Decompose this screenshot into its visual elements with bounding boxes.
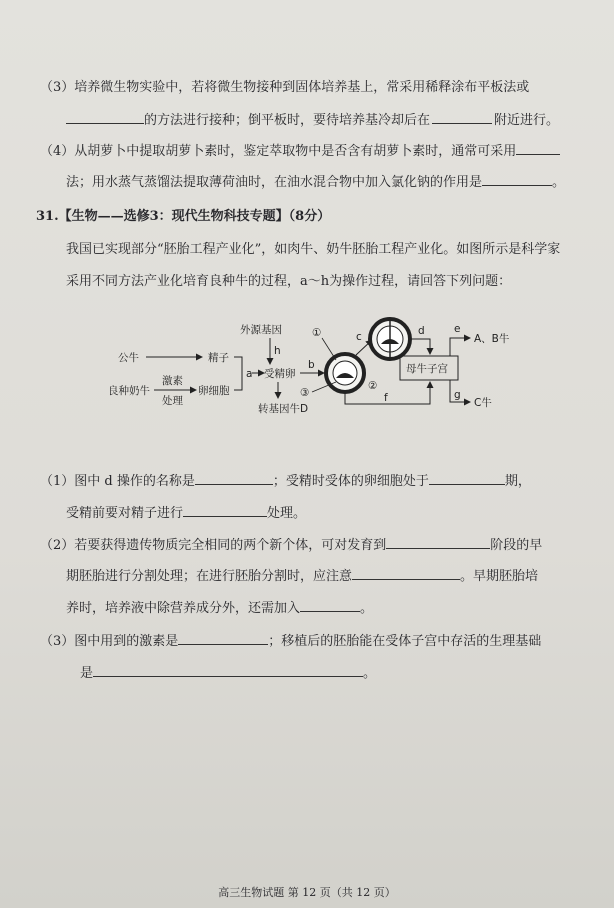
c-cattle-label: C牛 bbox=[474, 397, 492, 409]
answer-blank[interactable] bbox=[386, 536, 490, 549]
step-b-label: b bbox=[308, 359, 315, 371]
q31-part1-text-d: 受精前要对精子进行 bbox=[66, 506, 184, 521]
sperm-label: 精子 bbox=[208, 352, 229, 364]
treatment-label: 处理 bbox=[162, 395, 183, 407]
marker-2: ② bbox=[368, 380, 378, 392]
q31-heading: 31.【生物——选修3：现代生物科技专题】（8分） bbox=[36, 209, 331, 224]
q30-part4-text-b: 法；用水蒸气蒸馏法提取薄荷油时，在油水混合物中加入氯化钠的作用是 bbox=[66, 175, 483, 190]
q30-part4-line1 bbox=[40, 142, 560, 160]
marker-1: ① bbox=[312, 327, 322, 339]
q31-part3-text-d: 。 bbox=[363, 666, 377, 681]
answer-blank[interactable] bbox=[482, 173, 552, 186]
answer-blank[interactable] bbox=[432, 111, 492, 124]
q30-part3-text-a: 的方法进行接种；倒平板时，要待培养基冷却后在 bbox=[144, 113, 431, 128]
q30-part3-line1: （3）培养微生物实验中，若将微生物接种到固体培养基上，常采用稀释涂布平板法或 bbox=[40, 80, 530, 95]
q31-part3-text-a: （3）图中用到的激素是 bbox=[40, 634, 179, 649]
zygote-label: 受精卵 bbox=[264, 368, 296, 380]
q31-part2-line3 bbox=[66, 599, 373, 617]
answer-blank[interactable] bbox=[195, 472, 273, 485]
answer-blank[interactable] bbox=[352, 567, 460, 580]
q31-part2-text-e: 养时，培养液中除营养成分外，还需加入 bbox=[66, 601, 301, 616]
q31-part2-text-b: 阶段的早 bbox=[490, 538, 543, 553]
q31-part3-line2 bbox=[80, 664, 376, 682]
q31-part1-text-e: 处理。 bbox=[267, 506, 307, 521]
q30-part3-line2 bbox=[66, 111, 559, 129]
q31-part2-text-f: 。 bbox=[360, 601, 374, 616]
answer-blank[interactable] bbox=[93, 664, 363, 677]
uterus-label: 母牛子宫 bbox=[406, 363, 448, 375]
answer-blank[interactable] bbox=[300, 599, 360, 612]
arrow-d bbox=[412, 339, 430, 354]
blastocyst-embryo bbox=[326, 354, 364, 392]
q31-part2-text-a: （2）若要获得遗传物质完全相同的两个新个体，可对发育到 bbox=[40, 538, 387, 553]
transgenic-label: 转基因牛D bbox=[258, 403, 309, 415]
cow-label: 良种奶牛 bbox=[108, 385, 150, 397]
q30-part4-text-a: （4）从胡萝卜中提取胡萝卜素时，鉴定萃取物中是否含有胡萝卜素时，通常可采用 bbox=[40, 144, 517, 159]
q31-part2-text-d: 。早期胚胎培 bbox=[460, 569, 539, 584]
q30-part4-end: 。 bbox=[552, 175, 566, 190]
step-f-label: f bbox=[384, 392, 388, 404]
q31-part2-line1 bbox=[40, 536, 542, 554]
answer-blank[interactable] bbox=[429, 472, 505, 485]
q31-part2-line2 bbox=[66, 567, 538, 585]
bracket-a bbox=[234, 357, 242, 390]
answer-blank[interactable] bbox=[178, 632, 268, 645]
ab-cattle-label: A、B牛 bbox=[474, 333, 510, 345]
q30-part3-text-b: 附近进行。 bbox=[494, 113, 560, 128]
foreign-gene-label: 外源基因 bbox=[240, 324, 282, 336]
step-h-label: h bbox=[274, 345, 281, 357]
answer-blank[interactable] bbox=[183, 504, 267, 517]
hormone-label: 激素 bbox=[162, 375, 183, 387]
q31-part3-line1 bbox=[40, 632, 541, 650]
page-footer: 高三生物试题 第 12 页（共 12 页） bbox=[218, 886, 396, 899]
arrow-e bbox=[450, 338, 470, 356]
bull-label: 公牛 bbox=[118, 352, 139, 364]
step-e-label: e bbox=[454, 323, 461, 335]
step-c-label: c bbox=[356, 331, 362, 343]
q30-part4-line2 bbox=[66, 173, 565, 191]
answer-blank[interactable] bbox=[66, 111, 144, 124]
q31-part1-line1 bbox=[40, 472, 531, 490]
egg-label: 卵细胞 bbox=[198, 385, 230, 397]
answer-blank[interactable] bbox=[516, 142, 560, 155]
marker-3: ③ bbox=[300, 387, 310, 399]
breeding-flow-diagram bbox=[100, 316, 530, 416]
q31-part3-text-c: 是 bbox=[80, 666, 94, 681]
q31-intro-line1: 我国已实现部分“胚胎工程产业化”，如肉牛、奶牛胚胎工程产业化。如图所示是科学家 bbox=[66, 242, 561, 257]
q31-part1-text-a: （1）图中 d 操作的名称是 bbox=[40, 474, 195, 489]
q31-part1-text-b: ；受精时受体的卵细胞处于 bbox=[272, 474, 429, 489]
q31-part2-text-c: 期胚胎进行分割处理；在进行胚胎分割时，应注意 bbox=[66, 569, 353, 584]
pointer-1 bbox=[322, 338, 336, 360]
split-embryo bbox=[370, 318, 410, 360]
q31-intro-line2: 采用不同方法产业化培育良种牛的过程，a～h为操作过程，请回答下列问题： bbox=[66, 274, 512, 289]
q31-part1-line2 bbox=[66, 504, 306, 522]
q31-part1-text-c: 期， bbox=[504, 474, 531, 489]
step-d-label: d bbox=[418, 325, 425, 337]
step-g-label: g bbox=[454, 389, 461, 401]
q31-part3-text-b: ；移植后的胚胎能在受体子宫中存活的生理基础 bbox=[268, 634, 542, 649]
step-a-label: a bbox=[246, 368, 253, 380]
